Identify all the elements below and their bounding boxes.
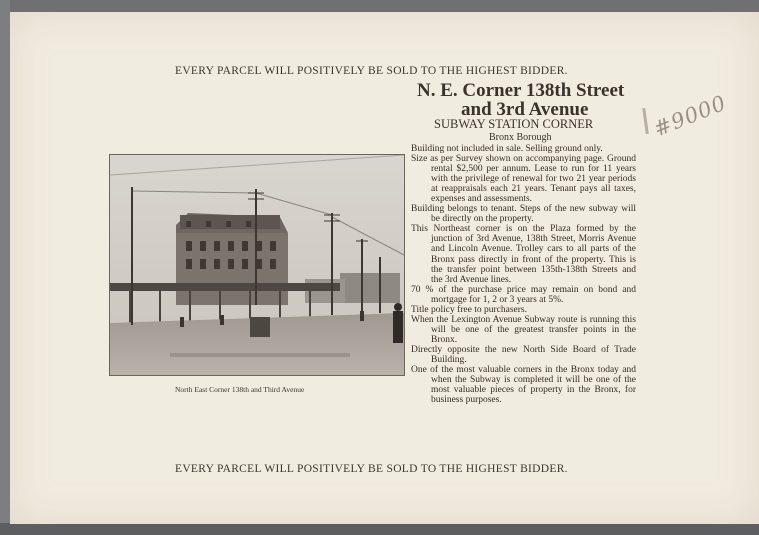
detail-paragraph: Directly opposite the new North Side Board of Trade Building. bbox=[411, 344, 636, 365]
detail-paragraph: This Northeast corner is on the Plaza formed by the junction of 3rd Avenue, 138th Street, Morris Avenue and Lincoln Avenue. Trolley cars to all parts of the Bronx pass directly in front of the property. This is the transfer point between 135th-138th Streets and the 3rd Avenue lines. bbox=[411, 224, 636, 285]
detail-paragraph: When the Lexington Avenue Subway route is running this will be one of the greatest transfer points in the Bronx. bbox=[411, 314, 636, 345]
detail-paragraph: One of the most valuable corners in the Bronx today and when the Subway is completed it will be one of the most valuable pieces of property in the Bronx, for business purposes. bbox=[411, 365, 636, 406]
document-page bbox=[10, 12, 759, 524]
auction-banner-bottom: EVERY PARCEL WILL POSITIVELY BE SOLD TO THE HIGHEST BIDDER. bbox=[175, 463, 568, 475]
auction-banner-top: EVERY PARCEL WILL POSITIVELY BE SOLD TO THE HIGHEST BIDDER. bbox=[175, 65, 568, 77]
handwritten-note: #9000 bbox=[650, 90, 730, 142]
property-title-line2: and 3rd Avenue bbox=[461, 99, 589, 120]
detail-paragraph: Building not included in sale. Selling ground only. bbox=[411, 144, 603, 154]
property-subtitle: SUBWAY STATION CORNER bbox=[434, 117, 594, 131]
property-title: N. E. Corner 138th Street bbox=[417, 80, 625, 101]
detail-paragraph: Title policy free to purchasers. bbox=[411, 304, 527, 315]
photo-caption: North East Corner 138th and Third Avenue bbox=[175, 385, 305, 394]
detail-paragraph: Building belongs to tenant. Steps of the new subway will be directly on the property. bbox=[411, 204, 636, 225]
corner-photograph bbox=[109, 154, 405, 376]
detail-paragraph: Size as per Survey shown on accompanying page. Ground rental $2,500 per annum. Lease to run for 11 years with the privilege of renewal for two 21 year periods at reappraisals each 21 years. Tenant pays all taxes, expenses and assessments. bbox=[411, 154, 636, 205]
property-details bbox=[411, 144, 636, 405]
scan-frame-bottom bbox=[0, 523, 759, 535]
scan-frame-left bbox=[0, 0, 10, 535]
borough-label: Bronx Borough bbox=[489, 132, 552, 143]
detail-paragraph: 70 % of the purchase price may remain on bond and mortgage for 1, 2 or 3 years at 5%. bbox=[411, 284, 636, 305]
handwritten-mark bbox=[642, 108, 649, 134]
